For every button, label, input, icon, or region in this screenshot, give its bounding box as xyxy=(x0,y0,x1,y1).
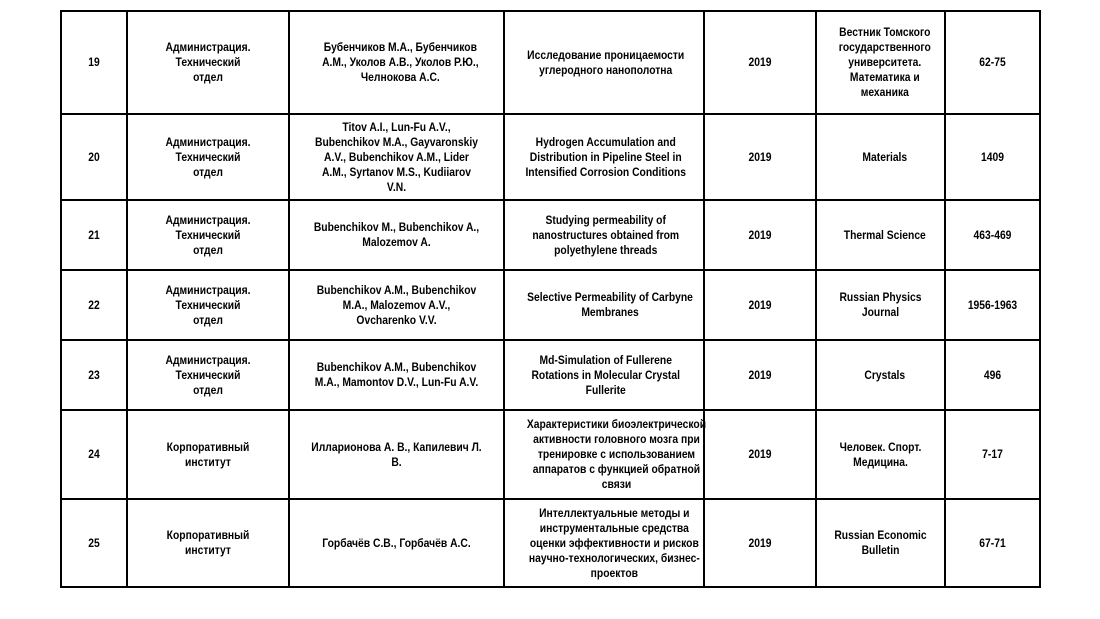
pages-cell: 62-75 xyxy=(952,11,1034,114)
department-cell: Корпоративный институт xyxy=(138,499,277,587)
journal-cell: Russian Economic Bulletin xyxy=(825,499,936,587)
pages-cell: 463-469 xyxy=(952,200,1034,270)
journal-cell: Russian Physics Journal xyxy=(825,270,936,340)
department-cell: Администрация. Технический отдел xyxy=(138,11,277,114)
row-number: 19 xyxy=(66,11,123,114)
year-cell: 2019 xyxy=(712,410,808,499)
row-number: 23 xyxy=(66,340,123,410)
year-cell: 2019 xyxy=(712,114,808,200)
table-row xyxy=(61,200,1040,270)
authors-cell: Горбачёв С.В., Горбачёв А.С. xyxy=(304,499,489,587)
year-cell: 2019 xyxy=(712,200,808,270)
table-row xyxy=(61,340,1040,410)
row-number: 25 xyxy=(66,499,123,587)
pages-cell: 1409 xyxy=(952,114,1034,200)
table-row xyxy=(61,11,1040,114)
title-cell: Исследование проницаемости углеродного нанополотна xyxy=(518,11,690,114)
department-cell: Администрация. Технический отдел xyxy=(138,114,277,200)
table-row xyxy=(61,270,1040,340)
department-cell: Администрация. Технический отдел xyxy=(138,270,277,340)
row-number: 20 xyxy=(66,114,123,200)
authors-cell: Bubenchikov A.M., Bubenchikov M.A., Malozemov A.V., Ovcharenko V.V. xyxy=(304,270,489,340)
pages-cell: 496 xyxy=(952,340,1034,410)
table-row xyxy=(61,499,1040,587)
authors-cell: Bubenchikov A.M., Bubenchikov M.A., Mamontov D.V., Lun-Fu A.V. xyxy=(304,340,489,410)
pages-cell: 1956-1963 xyxy=(952,270,1034,340)
title-cell: Hydrogen Accumulation and Distribution in Pipeline Steel in Intensified Corrosion Conditions xyxy=(518,114,690,200)
table-row xyxy=(61,114,1040,200)
title-cell: Характеристики биоэлектрической активности головного мозга при тренировке с использованием аппаратов с функцией обратной связи xyxy=(518,410,690,499)
journal-cell: Вестник Томского государственного университета. Математика и механика xyxy=(825,11,936,114)
row-number: 21 xyxy=(66,200,123,270)
journal-cell: Thermal Science xyxy=(825,200,936,270)
year-cell: 2019 xyxy=(712,11,808,114)
title-cell: Selective Permeability of Carbyne Membranes xyxy=(518,270,690,340)
year-cell: 2019 xyxy=(712,499,808,587)
pages-cell: 67-71 xyxy=(952,499,1034,587)
title-cell: Studying permeability of nanostructures obtained from polyethylene threads xyxy=(518,200,690,270)
department-cell: Администрация. Технический отдел xyxy=(138,200,277,270)
journal-cell: Materials xyxy=(825,114,936,200)
title-cell: Интеллектуальные методы и инструментальные средства оценки эффективности и рисков научно-технологических, бизнес-проектов xyxy=(518,499,690,587)
year-cell: 2019 xyxy=(712,340,808,410)
department-cell: Корпоративный институт xyxy=(138,410,277,499)
publications-table xyxy=(60,10,1041,588)
journal-cell: Crystals xyxy=(825,340,936,410)
year-cell: 2019 xyxy=(712,270,808,340)
title-cell: Md-Simulation of Fullerene Rotations in Molecular Crystal Fullerite xyxy=(518,340,690,410)
row-number: 22 xyxy=(66,270,123,340)
authors-cell: Илларионова А. В., Капилевич Л. В. xyxy=(304,410,489,499)
authors-cell: Bubenchikov M., Bubenchikov A., Malozemov A. xyxy=(304,200,489,270)
pages-cell: 7-17 xyxy=(952,410,1034,499)
authors-cell: Titov A.I., Lun-Fu A.V., Bubenchikov M.A., Gayvaronskiy A.V., Bubenchikov A.M., Lider A.M., Syrtanov M.S., Kudiiarov V.N. xyxy=(304,114,489,200)
row-number: 24 xyxy=(66,410,123,499)
journal-cell: Человек. Спорт. Медицина. xyxy=(825,410,936,499)
authors-cell: Бубенчиков М.А., Бубенчиков А.М., Уколов А.В., Уколов Р.Ю., Челнокова А.С. xyxy=(304,11,489,114)
table-row xyxy=(61,410,1040,499)
department-cell: Администрация. Технический отдел xyxy=(138,340,277,410)
